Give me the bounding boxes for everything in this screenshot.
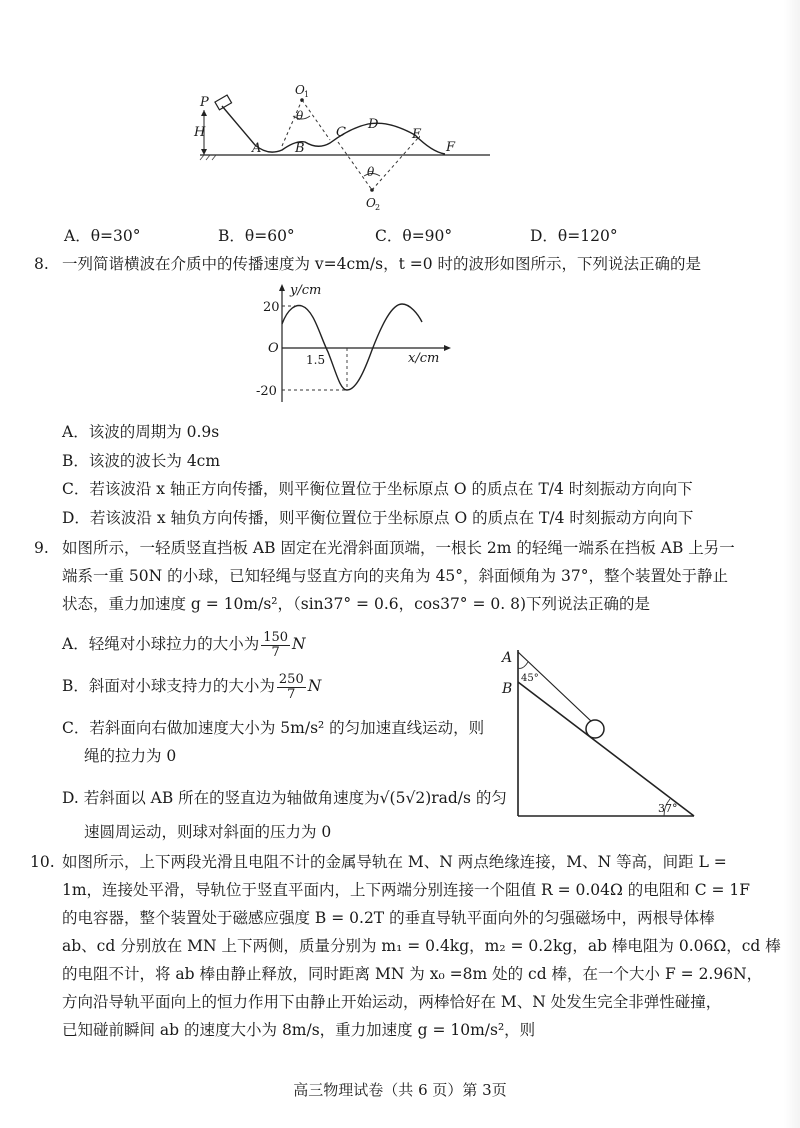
- q7-track-figure: [190, 80, 500, 215]
- q7-block: [215, 95, 232, 110]
- q7-ground-hatch: [200, 155, 216, 160]
- q9-stem-line-1: 如图所示，一轻质竖直挡板 AB 固定在光滑斜面顶端，一根长 2m 的轻绳一端系在挡板 AB 上另一: [62, 539, 735, 557]
- q8-wave-graph: [250, 280, 460, 405]
- q7-label-B: B: [295, 141, 305, 156]
- q7-option-c: C．θ=90°: [375, 227, 453, 245]
- q8-option-a: A．该波的周期为 0.9s: [62, 423, 220, 441]
- q7-label-O1-sub: 1: [304, 90, 310, 99]
- q7-theta-1: θ: [296, 109, 304, 123]
- q9-option-a-den: 7: [271, 644, 280, 660]
- q10-line-5: 的电阻不计，将 ab 棒由静止释放，同时距离 MN 为 x₀ =8m 处的 cd 棒，在一个大小 F = 2.96N，: [62, 965, 763, 983]
- q9-option-d-line-2: 速圆周运动，则球对斜面的压力为 0: [84, 823, 332, 841]
- q10-number: 10.: [30, 853, 55, 871]
- q8-origin: O: [268, 341, 279, 356]
- q9-option-b-num: 250: [278, 671, 304, 687]
- q9-option-b-unit: N: [307, 677, 322, 695]
- q9-option-a-unit: N: [292, 635, 306, 653]
- q10-line-6: 方向沿导轨平面向上的恒力作用下由静止开始运动，两棒恰好在 M、N 处发生完全非弹性碰撞，: [62, 993, 722, 1011]
- q9-option-a-num: 150: [263, 629, 289, 645]
- q8-option-d: D．若该波沿 x 轴负方向传播，则平衡位置位于坐标原点 O 的质点在 T/4 时刻振动方向向下: [62, 509, 694, 527]
- q10-line-4: ab、cd 分别放在 MN 上下两侧，质量分别为 m₁ = 0.4kg，m₂ = 0.2kg，ab 棒电阻为 0.06Ω，cd 棒: [62, 937, 781, 955]
- q8-x-tick: 1.5: [306, 353, 326, 367]
- q10-line-1: 如图所示，上下两段光滑且电阻不计的金属导轨在 M、N 两点绝缘连接，M、N 等高，间距 L =: [62, 853, 727, 871]
- q9-angle-37: 37°: [658, 802, 678, 815]
- scan-edge: [784, 0, 800, 1128]
- q7-label-O2: O: [366, 196, 376, 210]
- q8-x-label: x/cm: [408, 351, 440, 366]
- q9-option-b-fraction: [277, 673, 306, 702]
- q9-option-c-line-2: 绳的拉力为 0: [84, 747, 177, 765]
- q7-dash-1: [282, 100, 302, 146]
- q7-label-F: F: [446, 140, 456, 155]
- q8-stem: 一列简谐横波在介质中的传播速度为 v=4cm/s，t =0 时的波形如图所示，下列说法正确的是: [62, 255, 702, 273]
- q9-option-b: [62, 668, 321, 704]
- q7-label-D: D: [368, 117, 379, 132]
- q9-option-a-fraction: [261, 631, 290, 660]
- q8-option-b: B．该波的波长为 4cm: [62, 452, 221, 470]
- q8-wave-curve: [282, 304, 422, 390]
- q7-label-O1: O: [295, 83, 305, 97]
- q9-incline-figure: [498, 648, 698, 820]
- q9-option-a: [62, 626, 306, 662]
- q8-y-label: y/cm: [290, 283, 322, 298]
- q10-line-3: 的电容器，整个装置处于磁感应强度 B = 0.2T 的垂直导轨平面向外的匀强磁场中，两根导体棒: [62, 909, 715, 927]
- q7-label-P: P: [200, 95, 209, 110]
- q9-slope: [518, 682, 694, 816]
- q7-label-E: E: [412, 127, 422, 142]
- q8-y-top: 20: [263, 300, 280, 315]
- q10-line-7: 已知碰前瞬间 ab 的速度大小为 8m/s，重力加速度 g = 10m/s²，则: [62, 1021, 536, 1039]
- q7-option-a: A．θ=30°: [64, 227, 141, 245]
- q9-option-d-line-1: D. 若斜面以 AB 所在的竖直边为轴做角速度为√(5√2)rad/s 的匀: [62, 789, 507, 807]
- q7-label-C: C: [336, 125, 346, 140]
- q8-option-c: C．若该波沿 x 轴正方向传播，则平衡位置位于坐标原点 O 的质点在 T/4 时刻振动方向向下: [62, 480, 693, 498]
- q8-y-bottom: -20: [256, 384, 277, 399]
- q7-option-b: B．θ=60°: [218, 227, 295, 245]
- q7-dash-4: [372, 138, 418, 190]
- q7-dash-2: [302, 100, 330, 140]
- q7-label-A: A: [252, 141, 262, 156]
- q9-option-b-text: B．斜面对小球支持力的大小为: [62, 677, 275, 695]
- q9-stem-line-2: 端系一重 50N 的小球，已知轻绳与竖直方向的夹角为 45°，斜面倾角为 37°，整个装置处于静止: [62, 567, 728, 585]
- q9-option-b-den: 7: [287, 686, 296, 702]
- q9-angle-45: 45°: [521, 673, 539, 684]
- q7-label-O2-sub: 2: [375, 203, 381, 212]
- q9-option-a-text: A．轻绳对小球拉力的大小为: [62, 635, 260, 653]
- q9-rope: [518, 652, 592, 722]
- q7-label-H: H: [194, 125, 206, 140]
- q9-label-A: A: [502, 650, 513, 666]
- page-footer: 高三物理试卷（共 6 页）第 3页: [293, 1081, 507, 1099]
- q9-number: 9.: [34, 539, 49, 557]
- q9-option-c-line-1: C．若斜面向右做加速度大小为 5m/s² 的匀加速直线运动，则: [62, 719, 485, 737]
- q10-line-2: 1m，连接处平滑，导轨位于竖直平面内，上下两端分别连接一个阻值 R = 0.04Ω 的电阻和 C = 1F: [62, 881, 751, 899]
- q8-number: 8.: [34, 255, 49, 273]
- q9-stem-line-3: 状态，重力加速度 g = 10m/s²，（sin37° = 0.6，cos37° = 0. 8)下列说法正确的是: [62, 595, 651, 613]
- q7-theta-2: θ: [367, 165, 375, 179]
- q9-ball: [586, 720, 604, 738]
- q7-option-d: D．θ=120°: [530, 227, 618, 245]
- q9-label-B: B: [502, 681, 513, 697]
